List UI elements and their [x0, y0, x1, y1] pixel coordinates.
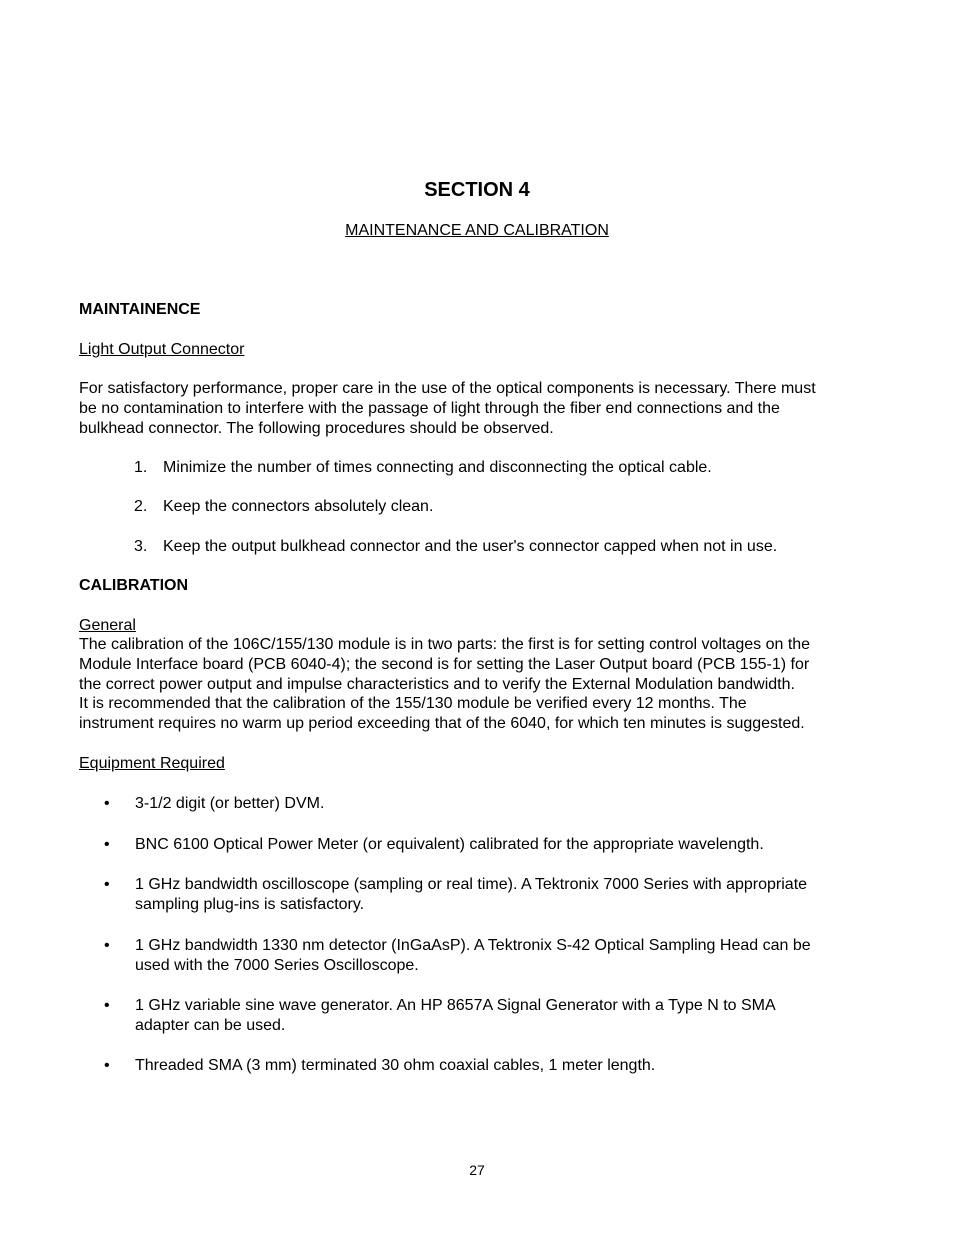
step-text: Keep the connectors absolutely clean.: [163, 498, 434, 515]
light-output-connector-heading: Light Output Connector: [79, 341, 245, 358]
bullet-icon: •: [104, 876, 110, 893]
bullet-icon: •: [104, 795, 110, 812]
maintenance-paragraph: [79, 379, 816, 438]
paragraph-line: It is recommended that the calibration of the 155/130 module be verified every 12 months. The: [79, 695, 747, 713]
section-subtitle-text: MAINTENANCE AND CALIBRATION: [345, 222, 609, 239]
procedure-step: [134, 537, 777, 557]
procedure-step: [134, 458, 712, 478]
paragraph-line: the correct power output and impulse characteristics and to verify the External Modulation bandwidth.: [79, 675, 795, 693]
step-text: Keep the output bulkhead connector and the user's connector capped when not in use.: [163, 538, 778, 555]
bullet-icon: •: [104, 937, 110, 954]
equipment-line: adapter can be used.: [135, 1017, 286, 1034]
bullet-icon: •: [104, 1057, 110, 1074]
step-text: Minimize the number of times connecting and disconnecting the optical cable.: [163, 459, 712, 476]
section-subtitle: [0, 221, 954, 241]
equipment-line: sampling plug-ins is satisfactory.: [135, 896, 365, 913]
equipment-line: 1 GHz variable sine wave generator. An HP 8657A Signal Generator with a Type N to SMA: [135, 997, 776, 1014]
section-title: SECTION 4: [424, 179, 530, 201]
maintenance-heading: MAINTAINENCE: [79, 301, 201, 318]
equipment-line: Threaded SMA (3 mm) terminated 30 ohm coaxial cables, 1 meter length.: [135, 1057, 656, 1074]
bullet-icon: •: [104, 836, 110, 853]
general-paragraph: [79, 635, 810, 734]
calibration-heading: CALIBRATION: [79, 577, 189, 594]
equipment-line: 1 GHz bandwidth oscilloscope (sampling or real time). A Tektronix 7000 Series with appropriate: [135, 876, 808, 893]
equipment-line: BNC 6100 Optical Power Meter (or equivalent) calibrated for the appropriate wavelength.: [135, 836, 764, 853]
step-number: 3.: [134, 538, 148, 555]
paragraph-line: instrument requires no warm up period exceeding that of the 6040, for which ten minutes is suggested.: [79, 715, 805, 733]
paragraph-line: be no contamination to interfere with the passage of light through the fiber end connections and the: [79, 399, 780, 417]
equipment-line: 1 GHz bandwidth 1330 nm detector (InGaAsP). A Tektronix S-42 Optical Sampling Head can be: [135, 937, 811, 954]
page-number: 27: [469, 1162, 485, 1178]
paragraph-line: The calibration of the 106C/155/130 module is in two parts: the first is for setting control voltages on the: [79, 636, 811, 653]
procedure-step: [134, 497, 433, 517]
general-heading: General: [79, 617, 136, 634]
paragraph-line: bulkhead connector. The following procedures should be observed.: [79, 419, 554, 437]
equipment-required-heading: Equipment Required: [79, 755, 225, 772]
equipment-line: 3-1/2 digit (or better) DVM.: [135, 795, 325, 812]
equipment-line: used with the 7000 Series Oscilloscope.: [135, 957, 419, 974]
paragraph-line: Module Interface board (PCB 6040-4); the second is for setting the Laser Output board (PCB 155-1) for: [79, 655, 810, 673]
step-number: 1.: [134, 459, 148, 476]
step-number: 2.: [134, 498, 148, 515]
paragraph-line: For satisfactory performance, proper care in the use of the optical components is necessary. There must: [79, 380, 816, 397]
bullet-icon: •: [104, 997, 110, 1014]
